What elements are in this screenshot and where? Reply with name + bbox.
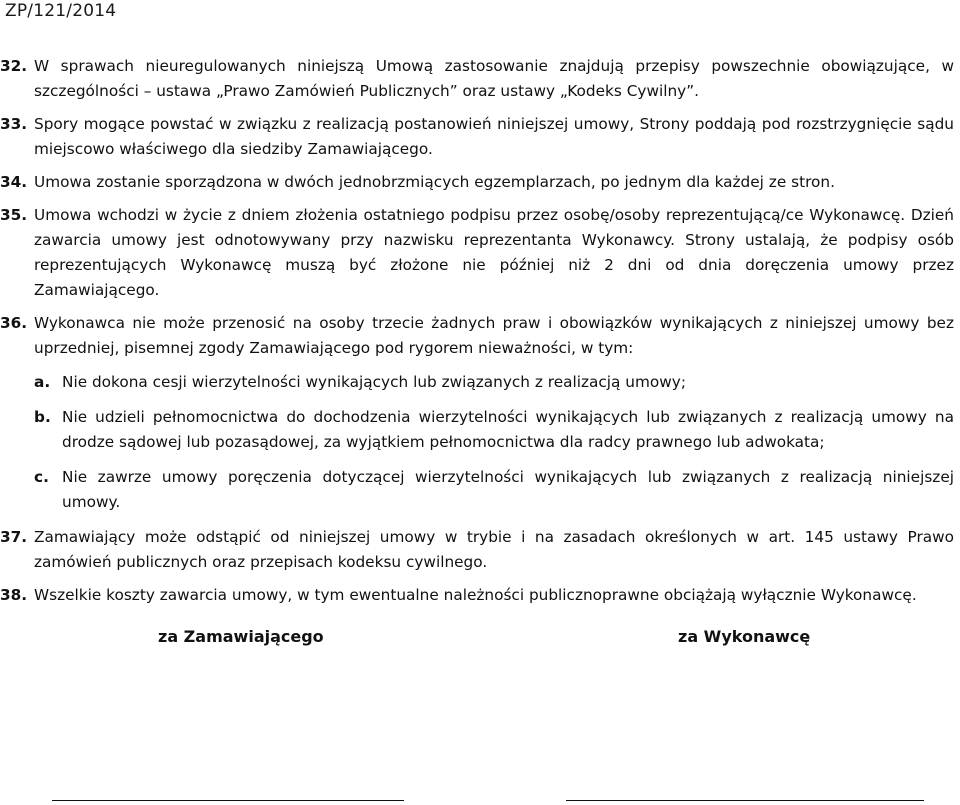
contract-clauses xyxy=(0,54,960,616)
item-letter: c. xyxy=(34,468,49,486)
clause-item-c xyxy=(0,465,960,515)
item-letter: b. xyxy=(34,408,51,426)
clause-text: Spory mogące powstać w związku z realizacją postanowień niniejszej umowy, Strony poddają pod rozstrzygnięcie sądu miejscowo właściwego dla siedziby Zamawiającego. xyxy=(34,115,954,158)
item-letter: a. xyxy=(34,373,51,391)
clause-text: Umowa zostanie sporządzona w dwóch jednobrzmiących egzemplarzach, po jednym dla każdej ze stron. xyxy=(34,173,835,191)
signature-line-ordering-party xyxy=(52,800,404,801)
clause-number: 37. xyxy=(0,528,28,546)
item-text: Nie dokona cesji wierzytelności wynikających lub związanych z realizacją umowy; xyxy=(62,373,686,391)
clause-36-items xyxy=(0,370,960,515)
clause-item-a xyxy=(0,370,960,395)
clause-36 xyxy=(0,311,960,361)
clause-number: 33. xyxy=(0,115,28,133)
item-text: Nie zawrze umowy poręczenia dotyczącej wierzytelności wynikających lub związanych z realizacją niniejszej umowy. xyxy=(62,468,954,511)
clause-32 xyxy=(0,54,960,104)
clause-34 xyxy=(0,170,960,195)
clause-text: Umowa wchodzi w życie z dniem złożenia ostatniego podpisu przez osobę/osoby reprezentującą/ce Wykonawcę. Dzień zawarcia umowy jest odnotowywany przy nazwisku reprezentanta Wykonawcy. Strony ustalają, że podpisy osób reprezentujących Wykonawcę muszą być złożone nie później niż 2 dni od dnia doręczenia umowy przez Zamawiającego. xyxy=(34,206,954,299)
clause-number: 36. xyxy=(0,314,28,332)
clause-text: Wykonawca nie może przenosić na osoby trzecie żadnych praw i obowiązków wynikających z niniejszej umowy bez uprzedniej, pisemnej zgody Zamawiającego pod rygorem nieważności, w tym: xyxy=(34,314,954,357)
signature-label-contractor: za Wykonawcę xyxy=(678,627,811,646)
signature-labels xyxy=(0,627,960,657)
document-reference: ZP/121/2014 xyxy=(5,1,117,21)
clause-number: 38. xyxy=(0,586,28,604)
signature-label-ordering-party: za Zamawiającego xyxy=(158,627,324,646)
clause-text: Zamawiający może odstąpić od niniejszej umowy w trybie i na zasadach określonych w art. 145 ustawy Prawo zamówień publicznych oraz przepisach kodeksu cywilnego. xyxy=(34,528,954,571)
clause-number: 35. xyxy=(0,206,28,224)
clause-37 xyxy=(0,525,960,575)
clause-number: 32. xyxy=(0,57,28,75)
clause-item-b xyxy=(0,405,960,455)
clause-number: 34. xyxy=(0,173,28,191)
clause-33 xyxy=(0,112,960,162)
clause-35 xyxy=(0,203,960,303)
signature-line-contractor xyxy=(566,800,924,801)
clause-text: Wszelkie koszty zawarcia umowy, w tym ewentualne należności publicznoprawne obciążają wyłącznie Wykonawcę. xyxy=(34,586,917,604)
clause-38 xyxy=(0,583,960,608)
clause-text: W sprawach nieuregulowanych niniejszą Umową zastosowanie znajdują przepisy powszechnie obowiązujące, w szczególności – ustawa „Prawo Zamówień Publicznych” oraz ustawy „Kodeks Cywilny”. xyxy=(34,57,954,100)
item-text: Nie udzieli pełnomocnictwa do dochodzenia wierzytelności wynikających lub związanych z realizacją umowy na drodze sądowej lub pozasądowej, za wyjątkiem pełnomocnictwa dla radcy prawnego lub adwokata; xyxy=(62,408,954,451)
